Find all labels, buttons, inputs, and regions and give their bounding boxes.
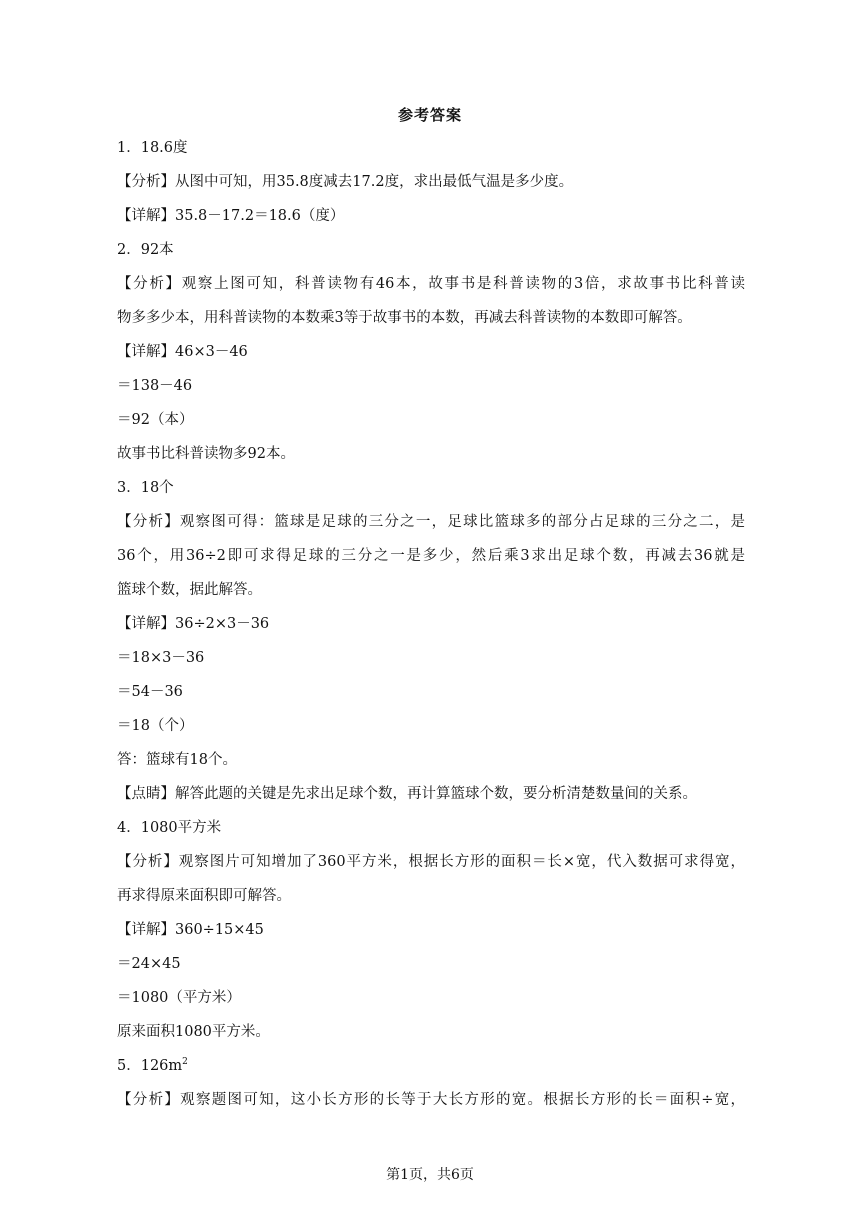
- answer-4-conclusion: 原来面积1080平方米。: [117, 1024, 270, 1040]
- answer-5-heading: [117, 1049, 745, 1083]
- answer-3-step-3: ＝18（个）: [117, 718, 194, 734]
- answer-4-step-1: ＝24×45: [117, 956, 181, 972]
- answer-4-analysis-line-1: 【分析】观察图片可知增加了360平方米，根据长方形的面积＝长×宽，代入数据可求得宽，: [117, 854, 745, 870]
- answer-5-analysis-line-1: 【分析】观察题图可知，这小长方形的长等于大长方形的宽。根据长方形的长＝面积÷宽，: [117, 1092, 745, 1108]
- answer-content: [117, 131, 745, 1117]
- answer-3-conclusion: 答：篮球有18个。: [117, 752, 237, 768]
- answer-2-detail: 【详解】46×3－46: [117, 344, 248, 360]
- answer-4-step-2: ＝1080（平方米）: [117, 990, 241, 1006]
- page-footer: 第1页，共6页: [386, 1167, 474, 1183]
- answer-3-detail: 【详解】36÷2×3－36: [117, 616, 270, 632]
- answer-3-analysis-line-2: 36个，用36÷2即可求得足球的三分之一是多少，然后乘3求出足球个数，再减去36就是: [117, 548, 745, 564]
- answer-1-heading: 1．18.6度: [117, 140, 188, 156]
- answer-3-analysis-line-1: 【分析】观察图可得：篮球是足球的三分之一，足球比篮球多的部分占足球的三分之二，是: [117, 514, 745, 530]
- answer-4-heading: 4．1080平方米: [117, 820, 222, 836]
- answer-3-step-2: ＝54－36: [117, 684, 183, 700]
- answer-5-unit-exponent: 2: [182, 1057, 188, 1068]
- answer-2-step-2: ＝92（本）: [117, 412, 194, 428]
- answer-3-analysis-line-3: 篮球个数，据此解答。: [117, 582, 262, 598]
- answer-4-detail: 【详解】360÷15×45: [117, 922, 264, 938]
- answer-4-analysis-line-2: 再求得原来面积即可解答。: [117, 888, 291, 904]
- answer-2-conclusion: 故事书比科普读物多92本。: [117, 446, 295, 462]
- answer-3-comment: 【点睛】解答此题的关键是先求出足球个数，再计算篮球个数，要分析清楚数量间的关系。: [117, 786, 697, 802]
- answer-5-value: 5．126m: [117, 1058, 183, 1074]
- answer-2-step-1: ＝138－46: [117, 378, 193, 394]
- answer-3-heading: 3．18个: [117, 480, 174, 496]
- answer-1-analysis: 【分析】从图中可知，用35.8度减去17.2度，求出最低气温是多少度。: [117, 174, 574, 190]
- answer-3-step-1: ＝18×3－36: [117, 650, 205, 666]
- answer-2-analysis-line-2: 物多多少本，用科普读物的本数乘3等于故事书的本数，再减去科普读物的本数即可解答。: [117, 310, 692, 326]
- page-title: 参考答案: [397, 106, 462, 124]
- answer-1-detail: 【详解】35.8－17.2＝18.6（度）: [117, 208, 345, 224]
- answer-2-analysis-line-1: 【分析】观察上图可知，科普读物有46本，故事书是科普读物的3倍，求故事书比科普读: [117, 276, 745, 292]
- answer-2-heading: 2．92本: [117, 242, 174, 258]
